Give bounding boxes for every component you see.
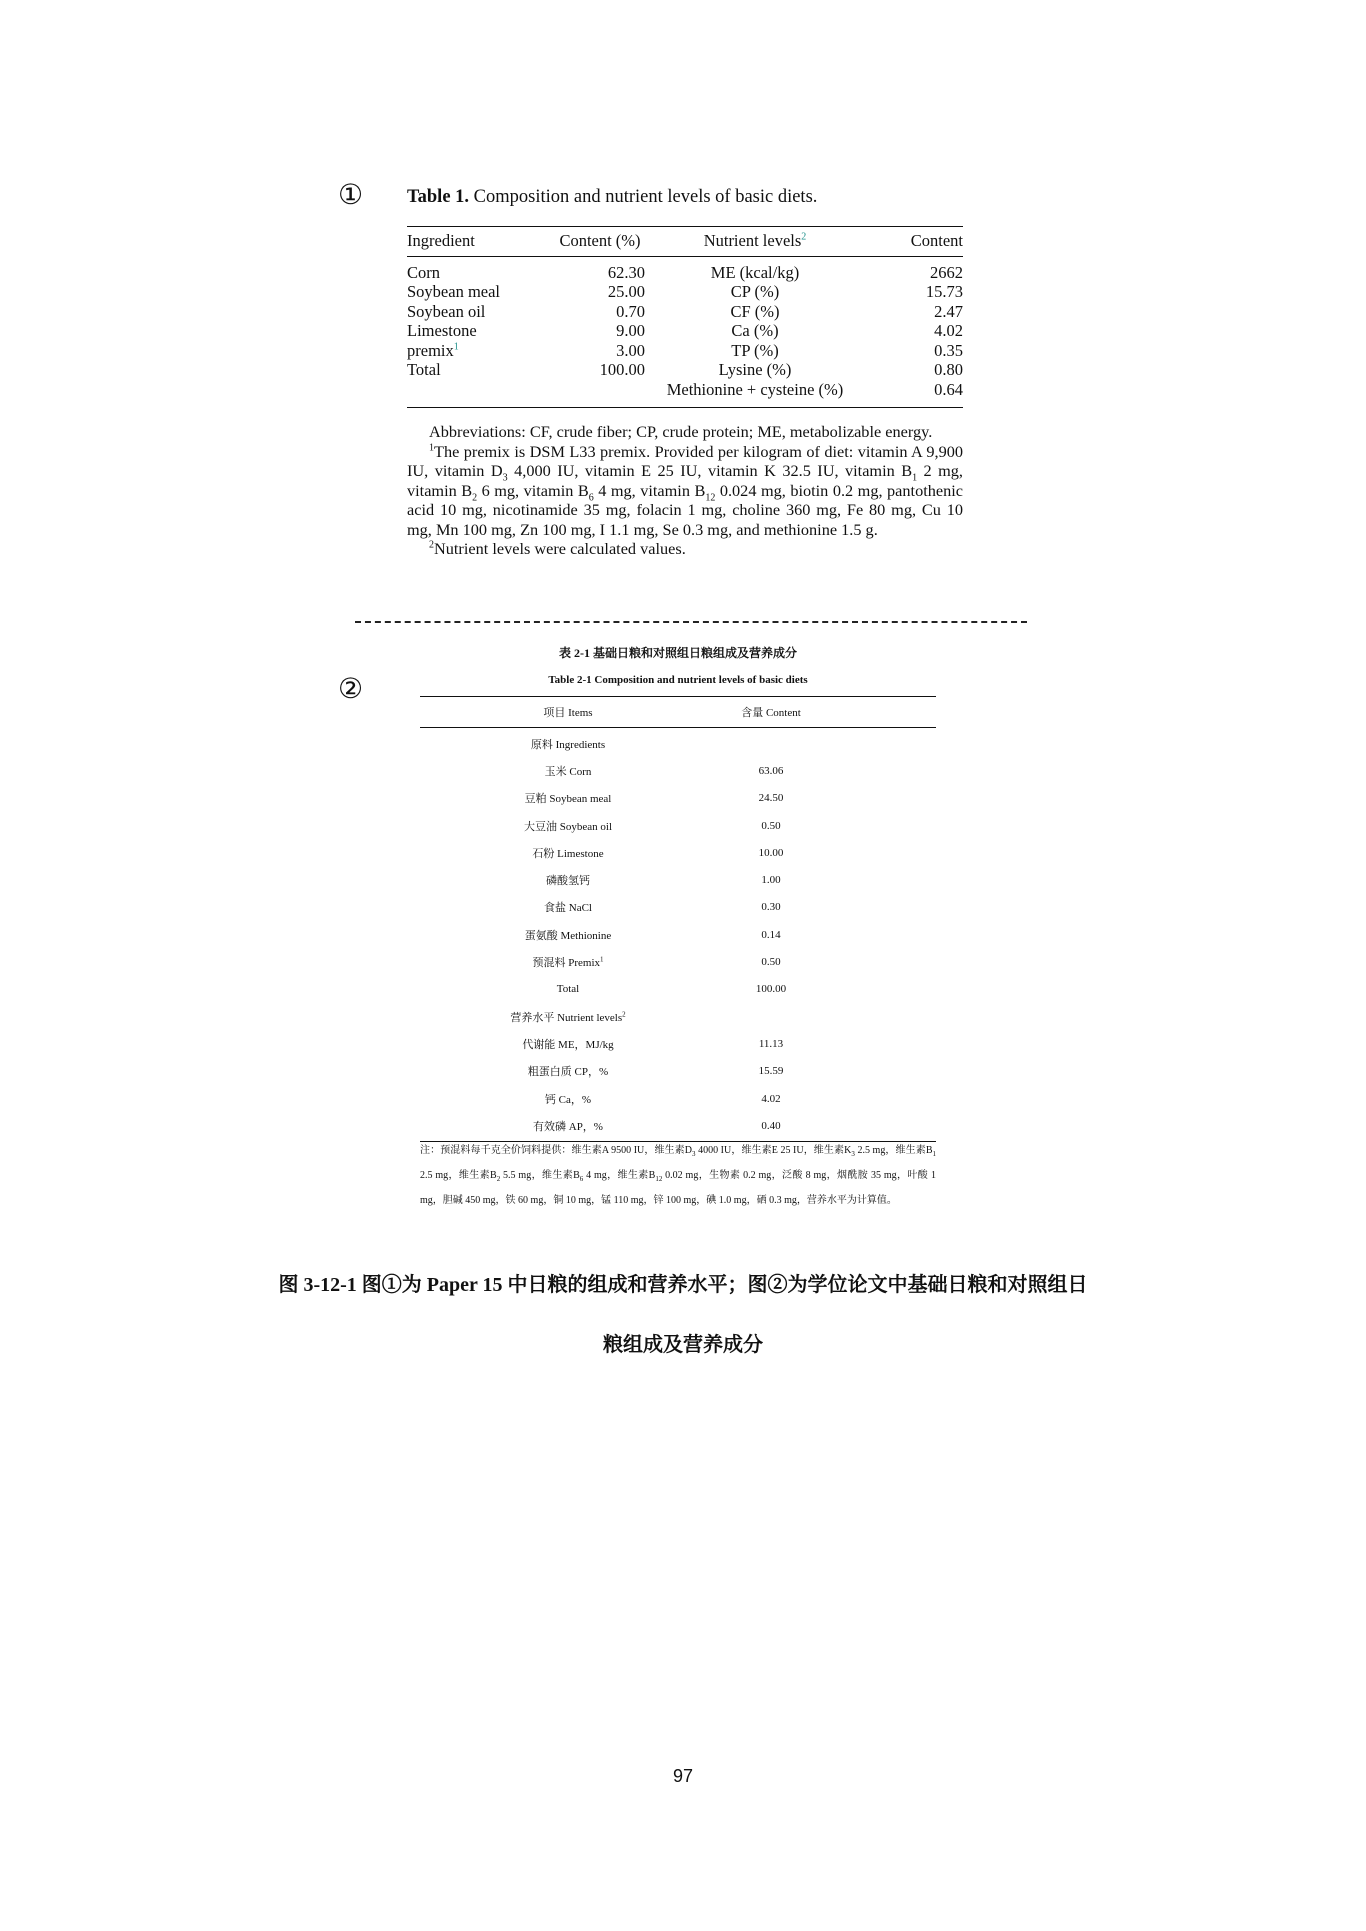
note-sub: 6 (579, 1175, 584, 1183)
footnote-marker: 1 (600, 955, 604, 964)
note-premix-text: 6 mg, vitamin B (477, 480, 589, 500)
note-sub: 2 (472, 491, 478, 503)
cell-nutrient: TP (%) (731, 340, 779, 360)
note-text: 0.02 mg，生物素 0.2 mg，泛酸 8 mg，烟酰胺 35 mg，叶酸 1 mg，胆碱 450 mg，铁 60 mg，铜 10 mg，锰 110 mg，锌 100 mg，碘 1.0 mg，硒 0.3 mg，营养水平为计算值。 (420, 1170, 936, 1206)
note-sub: 12 (705, 491, 716, 503)
cell-value: 0.50 (761, 956, 781, 969)
cell-value: 0.50 (761, 819, 781, 832)
table-2-1-body (420, 728, 936, 1141)
cell-item (420, 1036, 716, 1052)
dashed-divider (355, 621, 1027, 623)
table-row (407, 321, 963, 341)
table-row (407, 302, 963, 322)
caption-line-2: 粮组成及营养成分 (603, 1334, 763, 1356)
table-1-caption-label: Table 1. (407, 187, 470, 207)
table-row (420, 1085, 936, 1112)
cell-item-text: 粗蛋白质 CP，% (527, 1066, 609, 1079)
cell-ingredient: Soybean oil (407, 301, 486, 321)
header-content: Content (865, 227, 963, 257)
cell-value: 11.13 (758, 1037, 784, 1050)
cell-item-text: 有效磷 AP，% (533, 1120, 603, 1133)
table-1 (407, 226, 963, 408)
cell-nutrient: Ca (%) (731, 321, 779, 340)
cell-item (420, 818, 716, 834)
cell-ingredient: Corn (407, 262, 440, 282)
note-premix-marker: 1 (429, 442, 434, 454)
cell-item (420, 1063, 716, 1079)
premix-footnote-marker: 1 (453, 341, 459, 352)
note-text: 注：预混料每千克全价饲料提供：维生素A 9500 IU，维生素D (420, 1145, 692, 1156)
note-text: 2.5 mg，维生素B (854, 1145, 933, 1156)
cell-content: 0.70 (616, 301, 645, 321)
note-sub: 1 (912, 472, 918, 484)
cell-ingredient: Total (407, 360, 441, 379)
cell-value: 15.73 (925, 282, 963, 301)
table-row (420, 948, 936, 975)
note-nutrient-text: Nutrient levels were calculated values. (434, 539, 686, 558)
cell-item (420, 872, 716, 888)
cell-item (420, 1091, 716, 1107)
table-2-1-title-cn: 表 2-1 基础日粮和对照组日粮组成及营养成分 (559, 646, 797, 660)
table-row (407, 380, 963, 408)
cell-item-text: 豆粕 Soybean meal (524, 793, 612, 806)
note-sub: 2 (496, 1175, 501, 1183)
table-row (407, 360, 963, 380)
note-nutrient-levels (407, 539, 963, 559)
cell-item (420, 1009, 716, 1025)
table-1-caption (407, 186, 963, 208)
cell-item (420, 845, 716, 861)
cell-value: 100.00 (755, 983, 787, 996)
cell-value: 2662 (930, 262, 963, 282)
figure-caption (150, 1255, 1216, 1375)
cell-value: 2.47 (934, 301, 963, 321)
cell-item-text: 食盐 NaCl (544, 902, 592, 915)
cell-ingredient (407, 341, 555, 361)
cell-value: 24.50 (758, 792, 784, 805)
header-items: 项目 Items (543, 707, 593, 719)
figure-1-table-block (407, 186, 963, 559)
cell-nutrient: Lysine (%) (718, 360, 792, 379)
cell-item-text: 磷酸氢钙 (546, 875, 590, 888)
cell-item-text: 蛋氨酸 Methionine (524, 929, 612, 942)
note-sub: 6 (588, 491, 594, 503)
table-row (420, 976, 936, 1003)
cell-item-text: 大豆油 Soybean oil (524, 820, 612, 833)
cell-item (420, 1118, 716, 1134)
cell-content: 62.30 (607, 262, 645, 282)
header-content-pct: Content (%) (555, 227, 645, 257)
note-premix-text: 0.024 mg, biotin 0.2 mg, pantothenic acid 10 mg, nicotinamide 35 mg, folacin 1 mg, choline 360 mg, Fe 80 mg, Cu 10 mg, Mn 100 mg, Zn 100 mg, I 1.1 mg, Se 0.3 mg, and methionine 1.5 g. (407, 480, 963, 539)
note-text: 5.5 mg，维生素B (500, 1170, 580, 1181)
cell-value: 1.00 (761, 874, 781, 887)
cell-nutrient: Methionine + cysteine (%) (666, 379, 844, 399)
table-row (407, 256, 963, 282)
table-row (420, 1003, 936, 1030)
table-2-1-title-en: Table 2-1 Composition and nutrient levels of basic diets (548, 674, 808, 686)
cell-ingredient: Limestone (407, 321, 477, 340)
cell-item (420, 763, 716, 779)
cell-item-text: 玉米 Corn (544, 765, 592, 778)
cell-value: 10.00 (758, 846, 784, 859)
cell-item-text: 代谢能 ME，MJ/kg (522, 1038, 614, 1051)
cell-value: 0.30 (761, 901, 781, 914)
table-2-1 (420, 696, 936, 1142)
cell-content: 3.00 (616, 340, 645, 360)
cell-content: 25.00 (607, 282, 645, 301)
cell-item-text: 营养水平 Nutrient levels (510, 1011, 623, 1024)
cell-content: 100.00 (599, 360, 645, 379)
note-sub: 3 (502, 472, 508, 484)
note-nutrient-marker: 2 (429, 539, 434, 551)
cell-item-text: 预混料 Premix (532, 957, 601, 970)
cell-nutrient: ME (kcal/kg) (710, 262, 800, 282)
cell-ingredient (407, 380, 555, 408)
cell-ingredient-text: premix (407, 340, 454, 360)
table-row (420, 1058, 936, 1085)
cell-item-text: 石粉 Limestone (532, 847, 604, 860)
cell-nutrient: CP (%) (730, 282, 780, 301)
table-row (420, 730, 936, 757)
table-1-caption-text: Composition and nutrient levels of basic diets. (469, 187, 818, 207)
cell-ingredient: Soybean meal (407, 282, 501, 301)
note-premix-text: 4,000 IU, vitamin E 25 IU, vitamin K 32.5 IU, vitamin B (507, 461, 913, 480)
table-1-notes (407, 422, 963, 559)
cell-value: 0.35 (934, 340, 963, 360)
cell-item-text: Total (556, 983, 580, 996)
cell-nutrient: CF (%) (730, 301, 780, 321)
footnote-marker: 2 (622, 1009, 626, 1018)
cell-item-text: 钙 Ca，% (544, 1093, 592, 1106)
note-sub: 3 (691, 1150, 696, 1158)
header-ingredient: Ingredient (407, 227, 555, 257)
note-sub: 3 (851, 1150, 855, 1158)
note-premix-text: 2 mg, vitamin B (407, 461, 964, 500)
table-row (420, 1112, 936, 1139)
table-row (420, 866, 936, 893)
table-1-header-row (407, 227, 963, 257)
cell-value: 63.06 (758, 764, 784, 777)
cell-item (420, 983, 716, 995)
note-premix (407, 442, 963, 540)
page-number: 97 (672, 1766, 694, 1786)
cell-item (420, 927, 716, 943)
table-row (420, 839, 936, 866)
note-sub: 12 (655, 1175, 663, 1183)
cell-value: 0.64 (934, 379, 963, 399)
caption-line-1: 图 3-12-1 图①为 Paper 15 中日粮的组成和营养水平；图②为学位论文中基础日粮和对照组日 (278, 1274, 1088, 1296)
cell-item (420, 899, 716, 915)
header-nutrient-levels (645, 227, 865, 257)
table-row (407, 282, 963, 302)
table-2-1-header-row (420, 697, 936, 728)
note-abbreviations: Abbreviations: CF, crude fiber; CP, crude protein; ME, metabolizable energy. (429, 422, 933, 441)
figure-1-marker: ① (338, 180, 364, 211)
cell-item (420, 790, 716, 806)
table-row (420, 921, 936, 948)
header-nutrient-levels-footnote: 2 (801, 231, 807, 243)
cell-content (555, 380, 645, 408)
table-row (407, 341, 963, 361)
cell-value: 0.14 (761, 928, 781, 941)
cell-item-text: 原料 Ingredients (530, 738, 606, 751)
table-row (420, 757, 936, 784)
figure-2-marker: ② (338, 674, 364, 705)
cell-value: 4.02 (934, 321, 963, 340)
table-row (420, 785, 936, 812)
table-row (420, 894, 936, 921)
cell-item (420, 954, 716, 970)
cell-value: 0.80 (934, 360, 963, 379)
header-content: 含量 Content (741, 707, 801, 719)
cell-item (420, 736, 716, 752)
table-2-1-note (420, 1138, 936, 1213)
note-sub: 1 (932, 1150, 937, 1158)
table-row (420, 1030, 936, 1057)
note-text: 4000 IU，维生素E 25 IU，维生素K (695, 1145, 852, 1156)
note-premix-text: 4 mg, vitamin B (593, 480, 706, 500)
header-nutrient-levels-text: Nutrient levels (703, 231, 802, 250)
table-row (420, 812, 936, 839)
note-text: 2.5 mg，维生素B (420, 1170, 497, 1181)
note-text: 4 mg，维生素B (583, 1170, 656, 1181)
note-premix-text: The premix is DSM L33 premix. Provided per kilogram of diet: vitamin A 9,900 IU, vitamin D (407, 441, 963, 480)
cell-value: 0.40 (761, 1119, 781, 1132)
cell-content: 9.00 (616, 321, 645, 340)
cell-value: 4.02 (761, 1092, 781, 1105)
cell-value: 15.59 (758, 1065, 784, 1078)
